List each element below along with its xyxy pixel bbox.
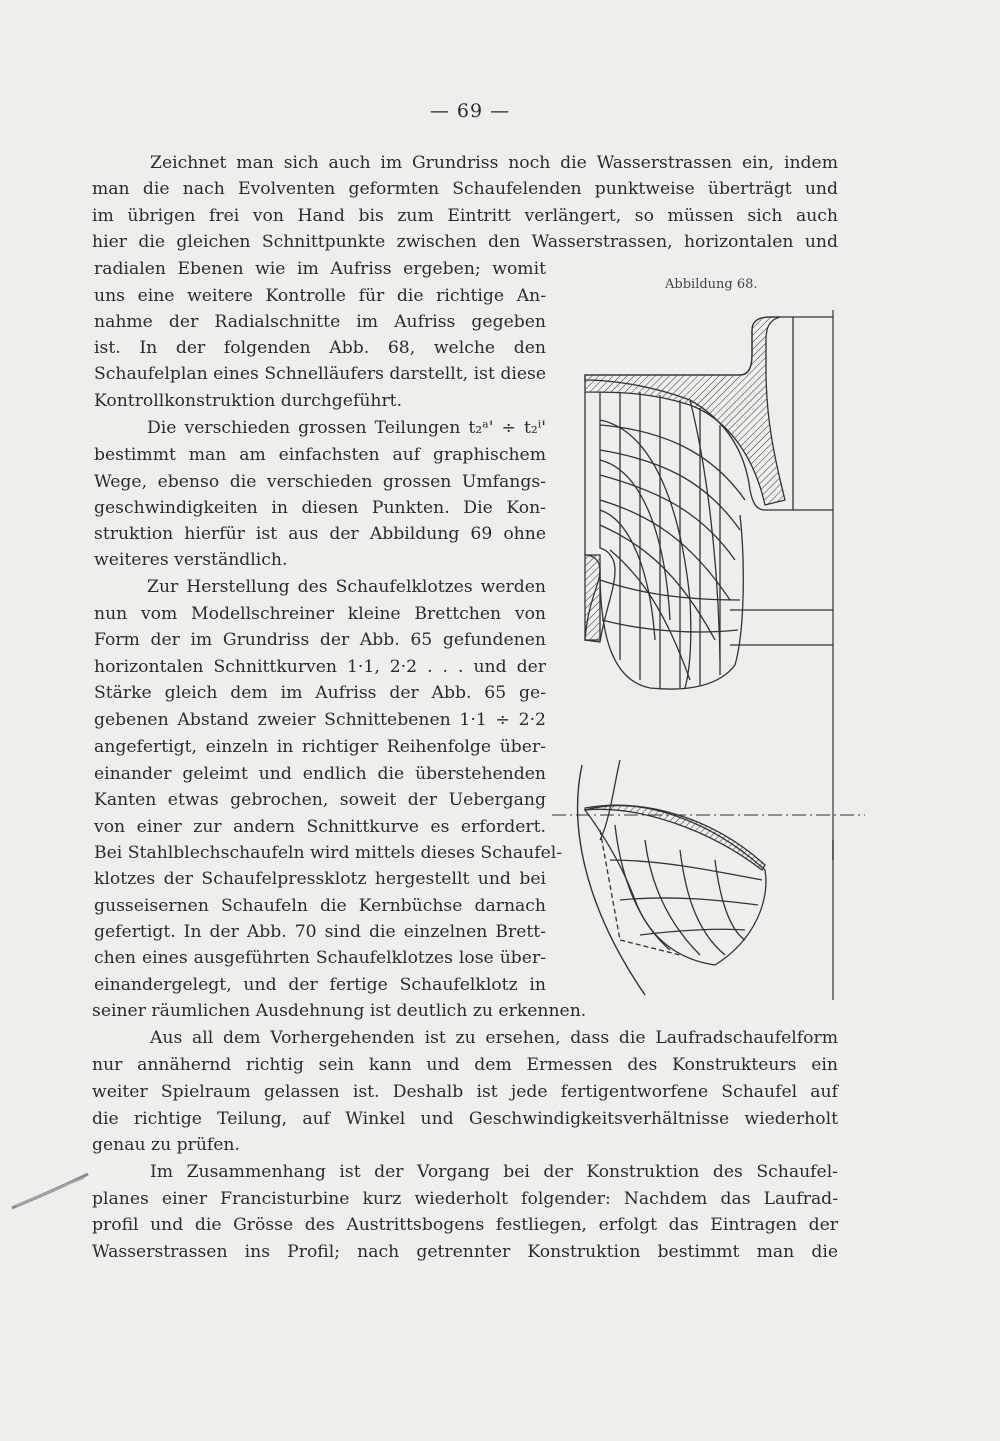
text-line: Aus all dem Vorhergehenden ist zu ersehen, dass die Laufradschaufelform bbox=[150, 1028, 838, 1048]
text-line: Die verschieden grossen Teilungen t₂ᵃ' ÷ t₂ⁱ' bbox=[147, 418, 546, 438]
text-line: horizontalen Schnittkurven 1·1, 2·2 . . . und der bbox=[94, 657, 546, 677]
text-line: weiter Spielraum gelassen ist. Deshalb ist jede fertigentworfene Schaufel auf bbox=[92, 1082, 838, 1102]
text-line: planes einer Francisturbine kurz wiederholt folgender: Nachdem das Laufrad- bbox=[92, 1189, 838, 1209]
text-line: angefertigt, einzeln in richtiger Reihenfolge über- bbox=[94, 737, 546, 757]
pencil-mark bbox=[10, 1170, 90, 1210]
text-line: die richtige Teilung, auf Winkel und Geschwindigkeitsverhältnisse wiederholt bbox=[92, 1109, 838, 1129]
text-line: radialen Ebenen wie im Aufriss ergeben; womit bbox=[94, 259, 546, 279]
text-line: Kanten etwas gebrochen, soweit der Uebergang bbox=[94, 790, 546, 810]
text-line: bestimmt man am einfachsten auf graphischem bbox=[94, 445, 546, 465]
text-line: nahme der Radialschnitte im Aufriss gegeben bbox=[94, 312, 546, 332]
text-line: gebenen Abstand zweier Schnittebenen 1·1 ÷ 2·2 bbox=[94, 710, 546, 730]
text-line: Zur Herstellung des Schaufelklotzes werden bbox=[147, 577, 546, 597]
text-line: Kontrollkonstruktion durchgeführt. bbox=[94, 391, 403, 411]
text-line: struktion hierfür ist aus der Abbildung 69 ohne bbox=[94, 524, 546, 544]
text-line: von einer zur andern Schnittkurve es erfordert. bbox=[94, 817, 546, 837]
text-line: nun vom Modellschreiner kleine Brettchen von bbox=[94, 604, 546, 624]
text-line: im übrigen frei von Hand bis zum Eintritt verlängert, so müssen sich auch bbox=[92, 206, 838, 226]
turbine-blade-figure bbox=[540, 300, 870, 1010]
figure-caption: Abbildung 68. bbox=[665, 277, 758, 292]
page-number: — 69 — bbox=[429, 100, 511, 122]
text-line: genau zu prüfen. bbox=[92, 1135, 240, 1155]
text-line: gusseisernen Schaufeln die Kernbüchse darnach bbox=[94, 896, 546, 916]
text-line: Bei Stahlblechschaufeln wird mittels dieses Schaufel- bbox=[94, 843, 563, 863]
text-line: hier die gleichen Schnittpunkte zwischen den Wasserstrassen, horizontalen und bbox=[92, 232, 838, 252]
text-line: Stärke gleich dem im Aufriss der Abb. 65 ge- bbox=[94, 683, 546, 703]
text-line: Im Zusammenhang ist der Vorgang bei der Konstruktion des Schaufel- bbox=[150, 1162, 838, 1182]
text-line: einandergelegt, und der fertige Schaufelklotz in bbox=[94, 975, 546, 995]
text-line: Schaufelplan eines Schnelläufers darstellt, ist diese bbox=[94, 364, 546, 384]
text-line: weiteres verständlich. bbox=[94, 550, 288, 570]
text-line: Zeichnet man sich auch im Grundriss noch die Wasserstrassen ein, indem bbox=[150, 153, 838, 173]
text-line: uns eine weitere Kontrolle für die richtige An- bbox=[94, 286, 546, 306]
text-line: nur annähernd richtig sein kann und dem Ermessen des Konstrukteurs ein bbox=[92, 1055, 838, 1075]
text-line: seiner räumlichen Ausdehnung ist deutlich zu erkennen. bbox=[92, 1001, 587, 1021]
text-line: klotzes der Schaufelpressklotz hergestellt und bei bbox=[94, 869, 546, 889]
text-line: einander geleimt und endlich die überstehenden bbox=[94, 764, 546, 784]
text-line: Wasserstrassen ins Profil; nach getrennter Konstruktion bestimmt man die bbox=[92, 1242, 838, 1262]
text-line: profil und die Grösse des Austrittsbogens festliegen, erfolgt das Eintragen der bbox=[92, 1215, 838, 1235]
text-line: man die nach Evolventen geformten Schaufelenden punktweise überträgt und bbox=[92, 179, 838, 199]
text-line: Form der im Grundriss der Abb. 65 gefundenen bbox=[94, 630, 546, 650]
text-line: Wege, ebenso die verschieden grossen Umfangs- bbox=[94, 472, 546, 492]
text-line: geschwindigkeiten in diesen Punkten. Die Kon- bbox=[94, 498, 546, 518]
text-line: ist. In der folgenden Abb. 68, welche den bbox=[94, 338, 546, 358]
text-line: chen eines ausgeführten Schaufelklotzes lose über- bbox=[94, 948, 546, 968]
text-line: gefertigt. In der Abb. 70 sind die einzelnen Brett- bbox=[94, 922, 546, 942]
